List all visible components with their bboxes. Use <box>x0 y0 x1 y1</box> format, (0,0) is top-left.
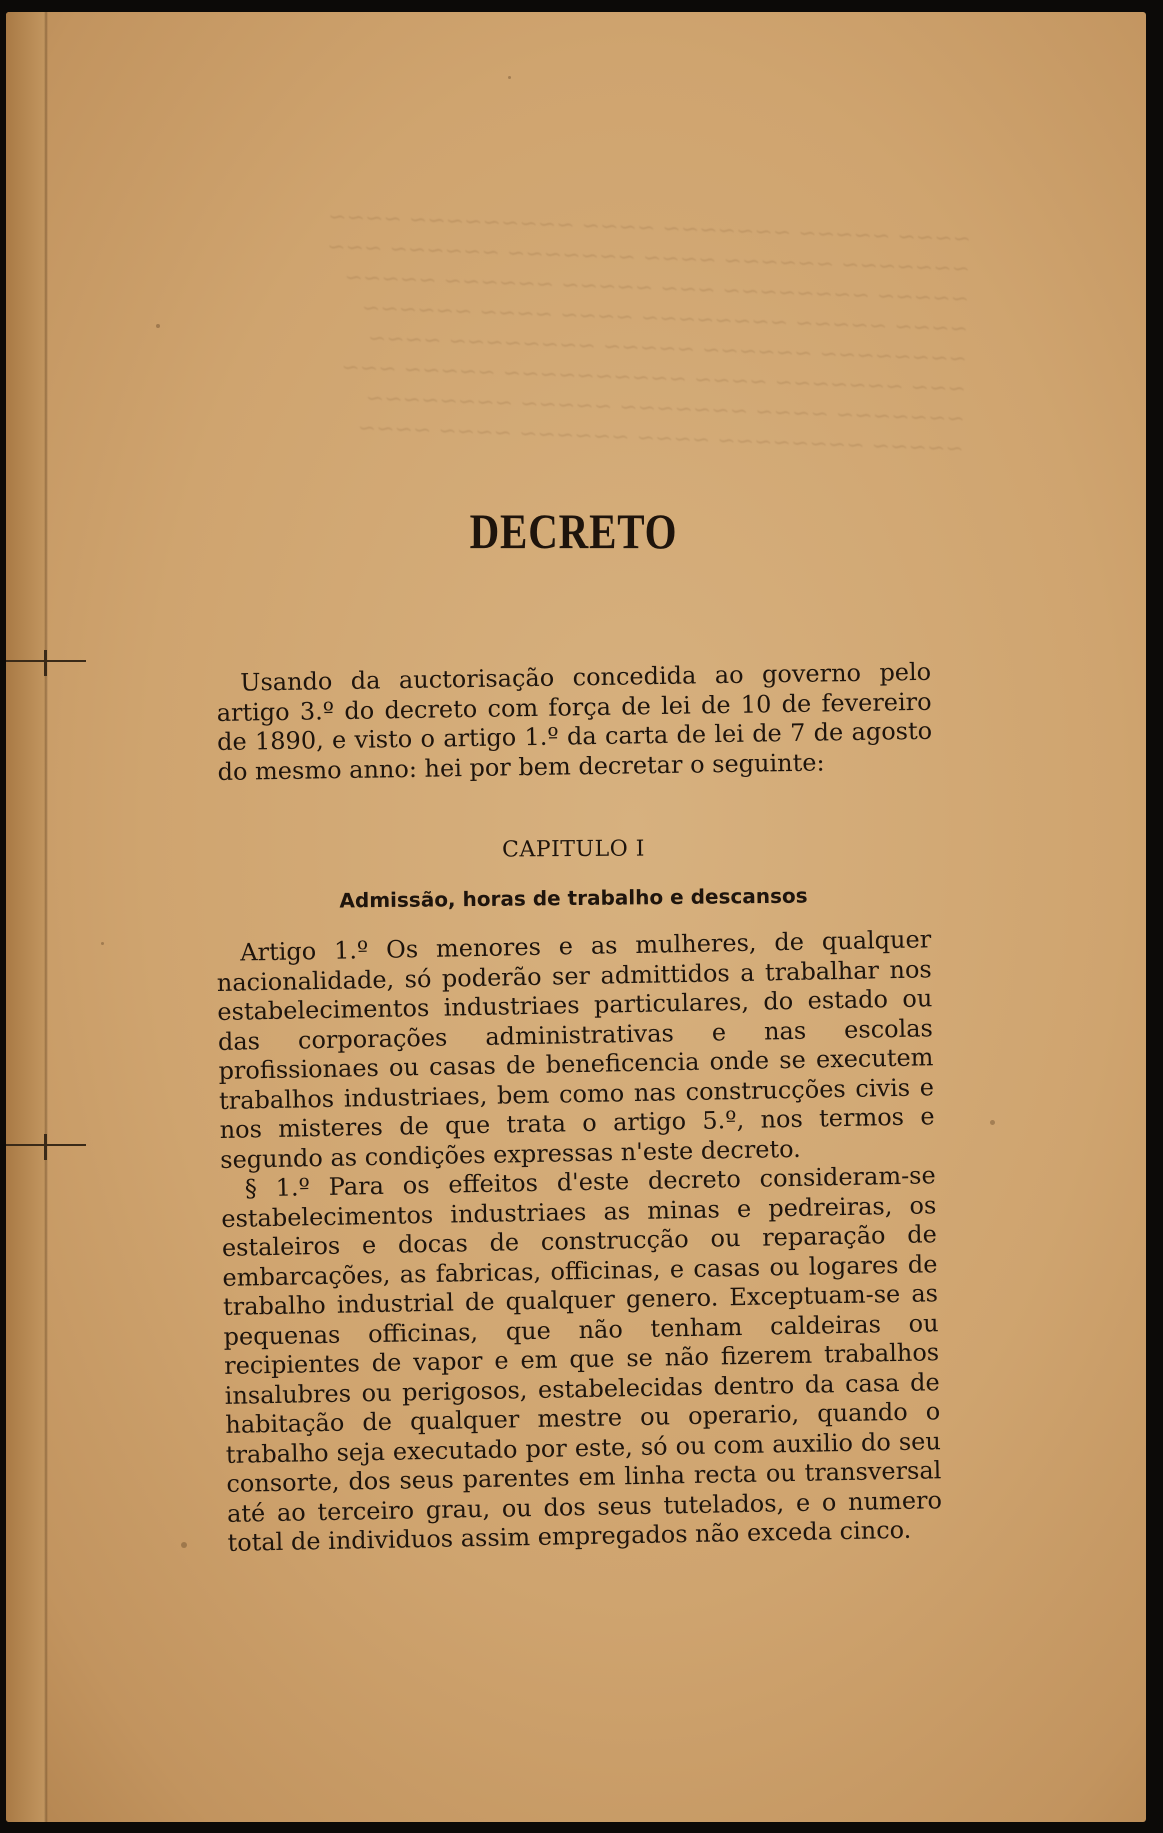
page-edge <box>6 12 46 1822</box>
article-paragraph: Artigo 1.º Os menores e as mulheres, de qualquer nacionalidade, só poderão ser admittidos a trabalhar nos estabelecimentos industriaes particulares, do estado ou das corporações administrativas e nas escolas profissionaes ou casas de beneficencia onde se executem trabalhos industriaes, bem como nas construcções civis e nos misteres de que trata o artigo 5.º, nos termos e segundo as condições expressas n'este decreto. <box>216 925 935 1174</box>
paper-speck <box>990 1120 995 1125</box>
binding-stitch <box>44 1134 47 1160</box>
chapter-subtitle: Admissão, horas de trabalho e descansos <box>339 883 808 913</box>
document-title: DECRETO <box>469 503 678 559</box>
document-page <box>6 12 1146 1822</box>
binding-fold <box>44 12 48 1822</box>
binding-stitch <box>44 650 47 676</box>
articles <box>216 925 943 1558</box>
paper-speck <box>181 1542 187 1548</box>
paper-speck <box>508 76 511 79</box>
article-paragraph: § 1.º Para os effeitos d'este decreto consideram-se estabelecimentos industriaes as minas e pedreiras, os estaleiros e docas de construcção ou reparação de embarcações, as fabricas, officinas, e casas ou logares de trabalho industrial de qualquer genero. Exceptuam-se as pequenas officinas, que não tenham caldeiras ou recipientes de vapor e em que se não fizerem trabalhos insalubres ou perigosos, estabelecidas dentro da casa de habitação de qualquer mestre ou operario, quando o trabalho seja executado por este, só ou com auxilio do seu consorte, dos seus parentes em linha recta ou transversal até ao terceiro grau, ou dos seus tutelados, e o numero total de individuos assim empregados não exceda cinco. <box>221 1161 943 1557</box>
paper-speck <box>156 324 160 328</box>
paper-speck <box>101 942 104 945</box>
preamble-paragraph: Usando da auctorisação concedida ao governo pelo artigo 3.º do decreto com força de lei de 10 de fevereiro de 1890, e visto o artigo 1.º da carta de lei de 7 de agosto do mesmo anno: hei por bem decretar o seguinte: <box>216 657 933 786</box>
chapter-heading: CAPITULO I <box>502 836 645 863</box>
bleed-through-texture: ~~~~ ~~~~~ ~~~~~~~ ~~~~ ~~~~~~~~~ ~~~~ ~~~~~~~ ~~~~~~ ~~~~ ~~~~~~~ ~~~~~~ ~~~ ~~~~~ ~~~~~~~~ ~~~ ~~~~~ ~~~~~~ ~~~~~ ~~~~ ~~~~~ ~~~~~~~~ ~~~~ ~~~~ ~~~~~~ ~~~~~~~~ ~~~~~~ ~~~~~ ~~~~~~~~ ~~~~ ~~~ ~~~~~~~ ~~~~ ~~~~~~~~~~ ~~~~~ ~~~ ~~~~~~~ ~~~~ ~~~~~~~ ~~~~~ ~~~~~~~~ ~~~~~ ~~~~~~~~ ~~~~ ~~~~~~ ~~~~ ~~~~ <box>326 204 972 463</box>
